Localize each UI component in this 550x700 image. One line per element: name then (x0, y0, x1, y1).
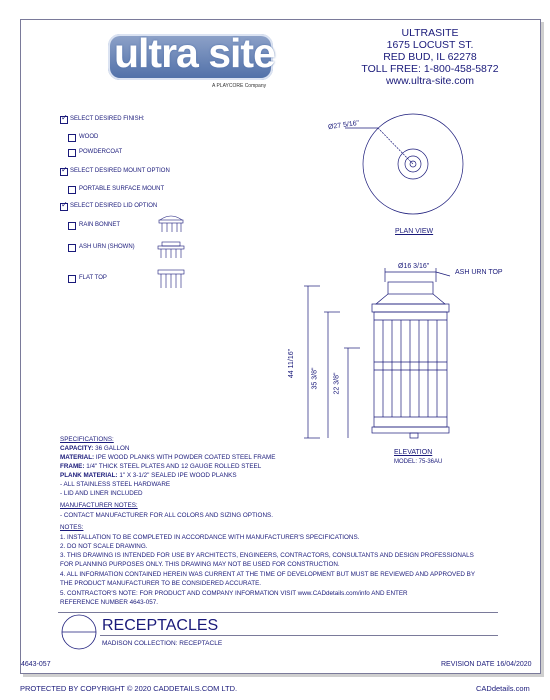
lid-thumbnails (152, 212, 190, 292)
mfr-notes-heading: MANUFACTURER NOTES: (60, 502, 138, 509)
finish-checkbox[interactable]: ✓ (61, 113, 68, 122)
height-mid-label: 35 3/8" (311, 367, 319, 390)
note-4b: THE PRODUCT MANUFACTURER TO BE CONSIDERED ACCURATE. (60, 580, 262, 587)
drawing-subtitle: MADISON COLLECTION: RECEPTACLE (102, 640, 223, 647)
note-2: 2. DO NOT SCALE DRAWING. (60, 543, 148, 550)
lid-heading: SELECT DESIRED LID OPTION (70, 203, 158, 209)
lid-checkbox[interactable]: ✓ (61, 200, 68, 209)
mount-checkbox[interactable]: ✓ (61, 165, 68, 174)
caddetails-site[interactable]: CADdetails.com (476, 684, 530, 693)
elevation-drawing (300, 262, 500, 452)
note-3: 3. THIS DRAWING IS INTENDED FOR USE BY ARCHITECTS, ENGINEERS, CONTRACTORS, CONSULTANTS AND DESIGN PROFESSIONALS (60, 552, 474, 559)
note-3b: FOR PLANNING PURPOSES ONLY. THIS DRAWING MAY NOT BE USED FOR CONSTRUCTION. (60, 561, 340, 568)
top-diameter-label: Ø16 3/16" (398, 263, 430, 270)
spec-capacity: CAPACITY: 36 GALLON (60, 445, 130, 452)
flat-top-thumbnail (158, 270, 184, 288)
company-website[interactable]: www.ultra-site.com (385, 75, 475, 87)
title-circle (58, 613, 100, 651)
drawing-title: RECEPTACLES (102, 617, 219, 634)
logo-text: ultra site (114, 30, 275, 76)
mfr-note: - CONTACT MANUFACTURER FOR ALL COLORS AND SIZING OPTIONS. (60, 512, 273, 519)
note-5b: REFERENCE NUMBER 4643-057. (60, 599, 158, 606)
mount-option-portable: PORTABLE SURFACE MOUNT (79, 186, 165, 192)
finish-option-powdercoat: POWDERCOAT (79, 149, 123, 155)
flat-top-checkbox[interactable] (68, 275, 76, 283)
plan-view-drawing (325, 110, 515, 240)
company-city: RED BUD, IL 62278 (383, 51, 477, 63)
elevation-label: ELEVATION (394, 449, 433, 456)
ash-urn-thumbnail (158, 242, 184, 258)
copyright-notice: PROTECTED BY COPYRIGHT © 2020 CADDETAILS.COM LTD. (20, 684, 238, 693)
title-divider (100, 635, 498, 636)
company-name: ULTRASITE (401, 27, 459, 39)
logo-subtitle: A PLAYCORE Company (212, 83, 267, 89)
lid-option-flat-top: FLAT TOP (79, 275, 107, 281)
note-1: 1. INSTALLATION TO BE COMPLETED IN ACCORDANCE WITH MANUFACTURER'S SPECIFICATIONS. (60, 534, 360, 541)
spec-frame: FRAME: 1/4" THICK STEEL PLATES AND 12 GAUGE ROLLED STEEL (60, 463, 262, 470)
plan-view-label: PLAN VIEW (395, 228, 434, 235)
lid-option-ash-urn: ASH URN (SHOWN) (79, 244, 135, 250)
finish-option-wood: WOOD (79, 134, 99, 140)
rain-bonnet-thumbnail (159, 216, 183, 232)
notes-heading: NOTES: (60, 524, 84, 531)
mount-heading: SELECT DESIRED MOUNT OPTION (70, 168, 170, 174)
title-divider-top (58, 612, 498, 613)
finish-heading: SELECT DESIRED FINISH: (70, 116, 145, 122)
company-street: 1675 LOCUST ST. (386, 39, 474, 51)
spec-heading: SPECIFICATIONS: (60, 436, 114, 443)
ash-urn-checkbox[interactable] (68, 244, 76, 252)
portable-mount-checkbox[interactable] (68, 186, 76, 194)
ash-urn-top-label: ASH URN TOP (455, 269, 503, 276)
reference-number: 4643-057 (21, 661, 51, 668)
model-label: MODEL: 75-36AU (394, 459, 443, 465)
company-phone: TOLL FREE: 1-800-458-5872 (361, 63, 499, 75)
height-inner-label: 22 3/8" (333, 372, 341, 395)
revision-date: REVISION DATE 16/04/2020 (441, 661, 532, 668)
spec-material: MATERIAL: IPE WOOD PLANKS WITH POWDER COATED STEEL FRAME (60, 454, 276, 461)
height-total-label: 44 11/16" (288, 348, 296, 379)
note-5: 5. CONTRACTOR'S NOTE: FOR PRODUCT AND COMPANY INFORMATION VISIT www.CADdetails.com/info AND ENTER (60, 590, 408, 597)
spec-hardware: - ALL STAINLESS STEEL HARDWARE (60, 481, 171, 488)
spec-lid: - LID AND LINER INCLUDED (60, 490, 143, 497)
rain-bonnet-checkbox[interactable] (68, 222, 76, 230)
powdercoat-checkbox[interactable] (68, 149, 76, 157)
spec-plank: PLANK MATERIAL: 1" X 3-1/2" SEALED IPE WOOD PLANKS (60, 472, 237, 479)
lid-option-rain-bonnet: RAIN BONNET (79, 222, 121, 228)
wood-checkbox[interactable] (68, 134, 76, 142)
note-4: 4. ALL INFORMATION CONTAINED HEREIN WAS CURRENT AT THE TIME OF DEVELOPMENT BUT MUST BE REVIEWED AND APPROVED BY (60, 571, 476, 578)
plan-diameter-label: Ø27 5/16" (327, 119, 360, 132)
